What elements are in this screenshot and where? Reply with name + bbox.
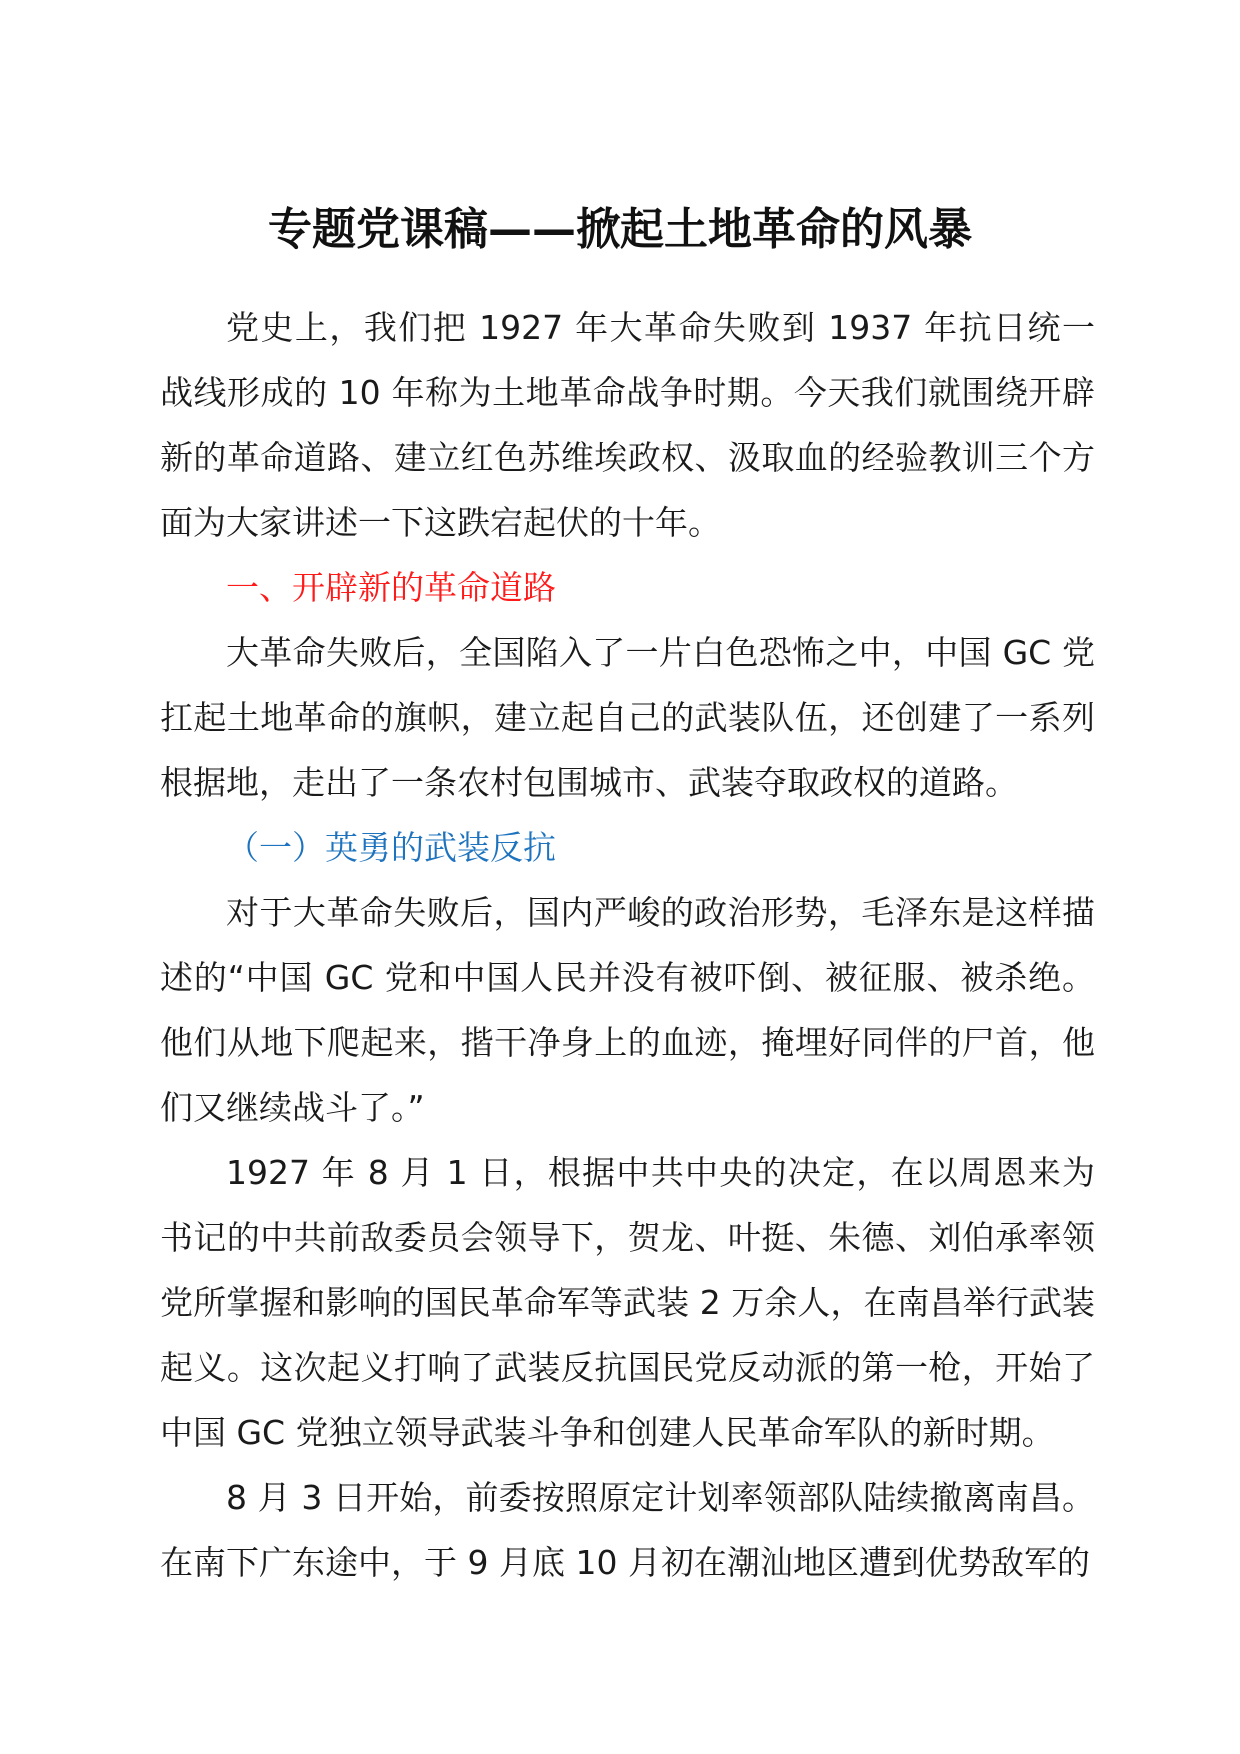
paragraph-nanchang-uprising: 1927 年 8 月 1 日，根据中共中央的决定，在以周恩来为书记的中共前敌委员会领导下，贺龙、叶挺、朱德、刘伯承率领党所掌握和影响的国民革命军等武装 2 万余人，在南昌举行武装起义。这次起义打响了武装反抗国民党反动派的第一枪，开始了中国 GC 党独立领导武装斗争和创建人民革命军队的新时期。 xyxy=(160,1153,1095,1452)
paragraph-withdrawal: 8 月 3 日开始，前委按照原定计划率领部队陆续撤离南昌。在南下广东途中，于 9 月底 10 月初在潮汕地区遭到优势敌军的 xyxy=(160,1478,1095,1582)
subsection-heading: （一）英勇的武装反抗 xyxy=(226,828,556,867)
paragraph-section-intro: 大革命失败后，全国陷入了一片白色恐怖之中，中国 GC 党扛起土地革命的旗帜，建立起自己的武装队伍，还创建了一系列根据地，走出了一条农村包围城市、武装夺取政权的道路。 xyxy=(160,633,1095,802)
paragraph-quote: 对于大革命失败后，国内严峻的政治形势，毛泽东是这样描述的“中国 GC 党和中国人民并没有被吓倒、被征服、被杀绝。他们从地下爬起来，揩干净身上的血迹，掩埋好同伴的尸首，他们又继续战斗了。” xyxy=(160,893,1095,1127)
document-body xyxy=(160,295,1095,1595)
document-title: 专题党课稿——掀起土地革命的风暴 xyxy=(268,204,972,255)
section-heading: 一、开辟新的革命道路 xyxy=(226,568,556,607)
paragraph-intro: 党史上，我们把 1927 年大革命失败到 1937 年抗日统一战线形成的 10 年称为土地革命战争时期。今天我们就围绕开辟新的革命道路、建立红色苏维埃政权、汲取血的经验教训三个方面为大家讲述一下这跌宕起伏的十年。 xyxy=(160,308,1095,542)
